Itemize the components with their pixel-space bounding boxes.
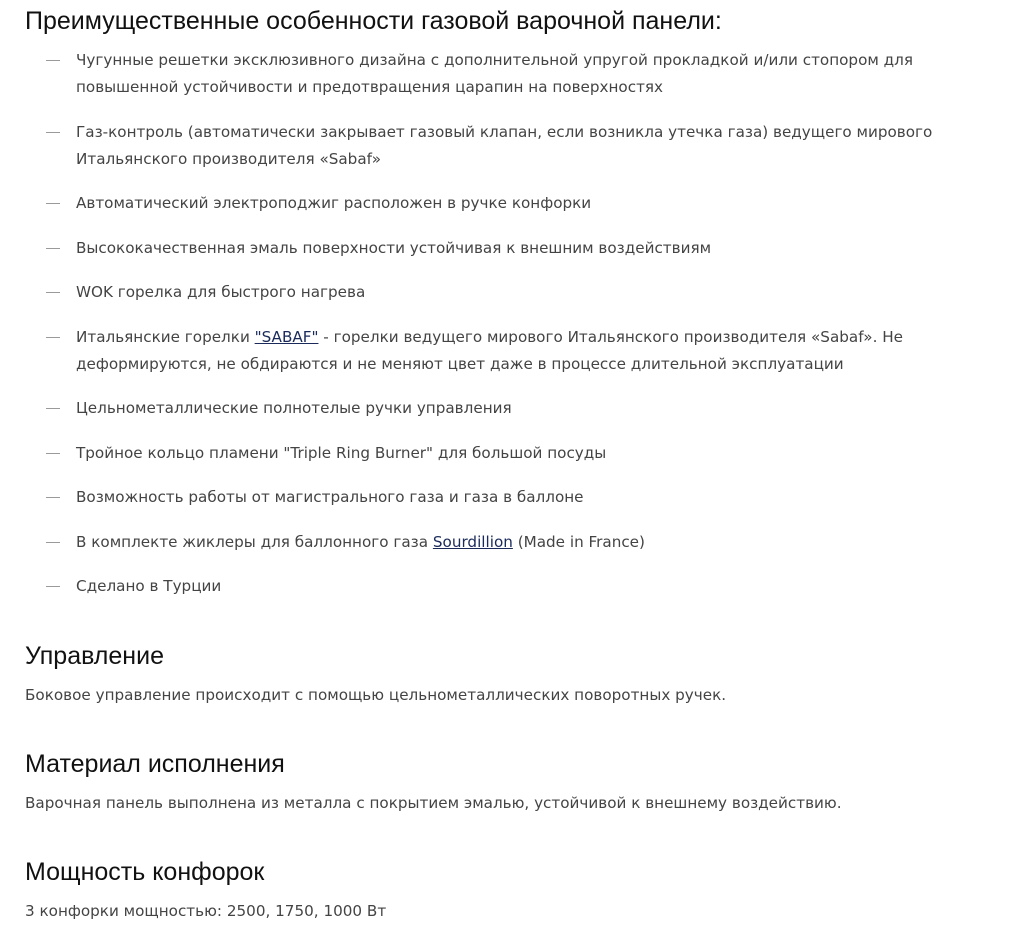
dash-bullet: [46, 542, 60, 543]
list-item-text: Сделано в Турции: [76, 577, 222, 595]
list-item-text: Газ-контроль (автоматически закрывает газовый клапан, если возникла утечка газа) ведущего мирового Итальянского производителя «Sabaf»: [76, 122, 933, 168]
power-heading: Мощность конфорок: [25, 858, 265, 886]
list-item-text-before: В комплекте жиклеры для баллонного газа: [76, 532, 433, 551]
dash-bullet: [46, 497, 60, 498]
list-item: [25, 573, 965, 600]
list-item-text: Тройное кольцо пламени "Triple Ring Burner" для большой посуды: [76, 443, 607, 462]
list-item: [25, 235, 965, 262]
material-text: Варочная панель выполнена из металла с покрытием эмалью, устойчивой к внешнему воздействию.: [25, 794, 842, 812]
list-item: [25, 529, 965, 556]
dash-bullet: [46, 337, 60, 338]
control-heading: Управление: [25, 642, 164, 670]
list-item-text: Автоматический электроподжиг расположен в ручке конфорки: [76, 194, 592, 212]
dash-bullet: [46, 248, 60, 249]
list-item: [25, 440, 965, 467]
list-item: [25, 279, 965, 306]
dash-bullet: [46, 453, 60, 454]
list-item-text: Высококачественная эмаль поверхности устойчивая к внешним воздействиям: [76, 238, 712, 257]
list-item-text-after: (Made in France): [512, 532, 645, 551]
list-item-text: Цельнометаллические полнотелые ручки управления: [76, 399, 512, 417]
dash-bullet: [46, 586, 60, 587]
list-item: [25, 47, 965, 101]
sabaf-link[interactable]: "SABAF": [254, 327, 319, 346]
dash-bullet: [46, 132, 60, 133]
features-list: [25, 47, 965, 618]
list-item: [25, 119, 965, 173]
list-item-text: Возможность работы от магистрального газа и газа в баллоне: [76, 488, 584, 506]
list-item-text: Чугунные решетки эксклюзивного дизайна с дополнительной упругой прокладкой и/или стопором для повышенной устойчивости и предотвращения царапин на поверхностях: [76, 51, 913, 96]
dash-bullet: [46, 60, 60, 61]
control-text: Боковое управление происходит с помощью цельнометаллических поворотных ручек.: [25, 686, 727, 704]
list-item: [25, 190, 965, 217]
list-item: [25, 484, 965, 511]
list-item-text: WOK горелка для быстрого нагрева: [76, 283, 366, 301]
dash-bullet: [46, 203, 60, 204]
features-heading: Преимущественные особенности газовой варочной панели:: [25, 7, 722, 35]
material-heading: Материал исполнения: [25, 750, 285, 778]
list-item: [25, 395, 965, 422]
sourdillion-link[interactable]: Sourdillion: [432, 532, 513, 551]
power-text: 3 конфорки мощностью: 2500, 1750, 1000 Вт: [25, 902, 387, 920]
dash-bullet: [46, 292, 60, 293]
list-item-text-before: Итальянские горелки: [76, 327, 255, 346]
list-item-text-after: - горелки ведущего мирового Итальянского производителя «Sabaf». Не деформируются, не обдираются и не меняют цвет даже в процессе длительной эксплуатации: [76, 327, 903, 373]
list-item: [25, 324, 965, 378]
dash-bullet: [46, 408, 60, 409]
